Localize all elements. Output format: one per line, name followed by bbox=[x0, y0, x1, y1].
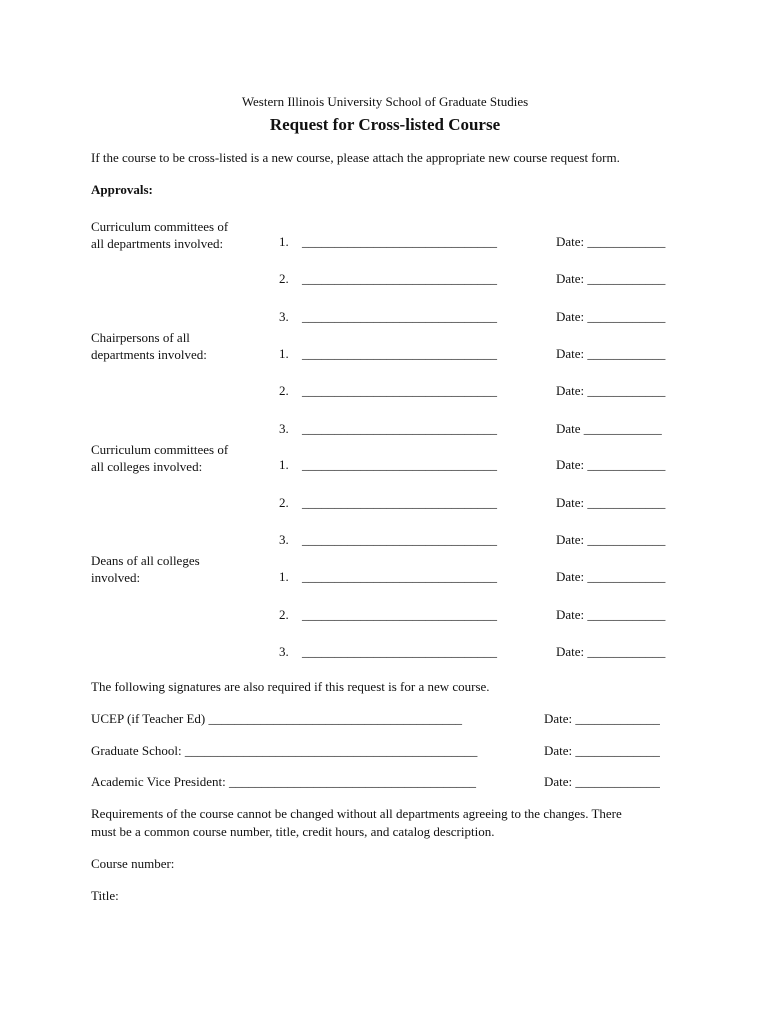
row-number: 1. bbox=[279, 569, 289, 584]
intro-text: If the course to be cross-listed is a new course, please attach the appropriate new course request form. bbox=[91, 150, 620, 165]
date-field[interactable]: Date: ____________ bbox=[556, 234, 666, 249]
title-label: Title: bbox=[91, 888, 119, 903]
signature-line[interactable]: ______________________________ bbox=[302, 569, 497, 584]
date-field[interactable]: Date: ____________ bbox=[556, 271, 666, 286]
signature-line[interactable]: ______________________________ bbox=[302, 234, 497, 249]
signature-line[interactable]: ______________________________ bbox=[302, 271, 497, 286]
group-label-line: Curriculum committees of bbox=[91, 219, 229, 234]
vice-president-signature-line[interactable]: Academic Vice President: ______________________________________ bbox=[91, 774, 476, 789]
group-label bbox=[91, 441, 261, 475]
group-label-line: departments involved: bbox=[91, 347, 207, 362]
vice-president-date-field[interactable]: Date: _____________ bbox=[544, 774, 660, 789]
signature-line[interactable]: ______________________________ bbox=[302, 421, 497, 436]
signature-line[interactable]: ______________________________ bbox=[302, 457, 497, 472]
requirements-text-line: Requirements of the course cannot be changed without all departments agreeing to the changes. There bbox=[91, 806, 622, 821]
group-label bbox=[91, 552, 261, 586]
ucep-signature-line[interactable]: UCEP (if Teacher Ed) _______________________________________ bbox=[91, 711, 462, 726]
signature-line[interactable]: ______________________________ bbox=[302, 309, 497, 324]
date-field[interactable]: Date: ____________ bbox=[556, 495, 666, 510]
date-field[interactable]: Date ____________ bbox=[556, 421, 662, 436]
row-number: 3. bbox=[279, 644, 289, 659]
signature-line[interactable]: ______________________________ bbox=[302, 607, 497, 622]
row-number: 2. bbox=[279, 607, 289, 622]
date-field[interactable]: Date: ____________ bbox=[556, 532, 666, 547]
row-number: 2. bbox=[279, 271, 289, 286]
signature-line[interactable]: ______________________________ bbox=[302, 495, 497, 510]
row-number: 3. bbox=[279, 309, 289, 324]
institution-name: Western Illinois University School of Graduate Studies bbox=[241, 94, 529, 109]
signature-line[interactable]: ______________________________ bbox=[302, 346, 497, 361]
date-field[interactable]: Date: ____________ bbox=[556, 607, 666, 622]
group-label bbox=[91, 218, 261, 252]
row-number: 3. bbox=[279, 421, 289, 436]
group-label-line: involved: bbox=[91, 570, 141, 585]
group-label-line: all departments involved: bbox=[91, 236, 224, 251]
signature-line[interactable]: ______________________________ bbox=[302, 383, 497, 398]
graduate-school-signature-line[interactable]: Graduate School: _____________________________________________ bbox=[91, 743, 478, 758]
graduate-school-date-field[interactable]: Date: _____________ bbox=[544, 743, 660, 758]
row-number: 1. bbox=[279, 346, 289, 361]
requirements-text-line: must be a common course number, title, credit hours, and catalog description. bbox=[91, 824, 495, 839]
new-course-note: The following signatures are also required if this request is for a new course. bbox=[91, 679, 490, 694]
signature-line[interactable]: ______________________________ bbox=[302, 644, 497, 659]
row-number: 1. bbox=[279, 457, 289, 472]
date-field[interactable]: Date: ____________ bbox=[556, 383, 666, 398]
date-field[interactable]: Date: ____________ bbox=[556, 309, 666, 324]
row-number: 1. bbox=[279, 234, 289, 249]
row-number: 3. bbox=[279, 532, 289, 547]
date-field[interactable]: Date: ____________ bbox=[556, 346, 666, 361]
date-field[interactable]: Date: ____________ bbox=[556, 644, 666, 659]
date-field[interactable]: Date: ____________ bbox=[556, 569, 666, 584]
row-number: 2. bbox=[279, 495, 289, 510]
group-label bbox=[91, 329, 261, 363]
course-number-label: Course number: bbox=[91, 856, 175, 871]
ucep-date-field[interactable]: Date: _____________ bbox=[544, 711, 660, 726]
form-title: Request for Cross-listed Course bbox=[269, 115, 501, 134]
group-label-line: Curriculum committees of bbox=[91, 442, 229, 457]
group-label-line: Deans of all colleges bbox=[91, 553, 200, 568]
group-label-line: all colleges involved: bbox=[91, 459, 203, 474]
approvals-heading: Approvals: bbox=[91, 182, 153, 197]
group-label-line: Chairpersons of all bbox=[91, 330, 190, 345]
row-number: 2. bbox=[279, 383, 289, 398]
signature-line[interactable]: ______________________________ bbox=[302, 532, 497, 547]
date-field[interactable]: Date: ____________ bbox=[556, 457, 666, 472]
